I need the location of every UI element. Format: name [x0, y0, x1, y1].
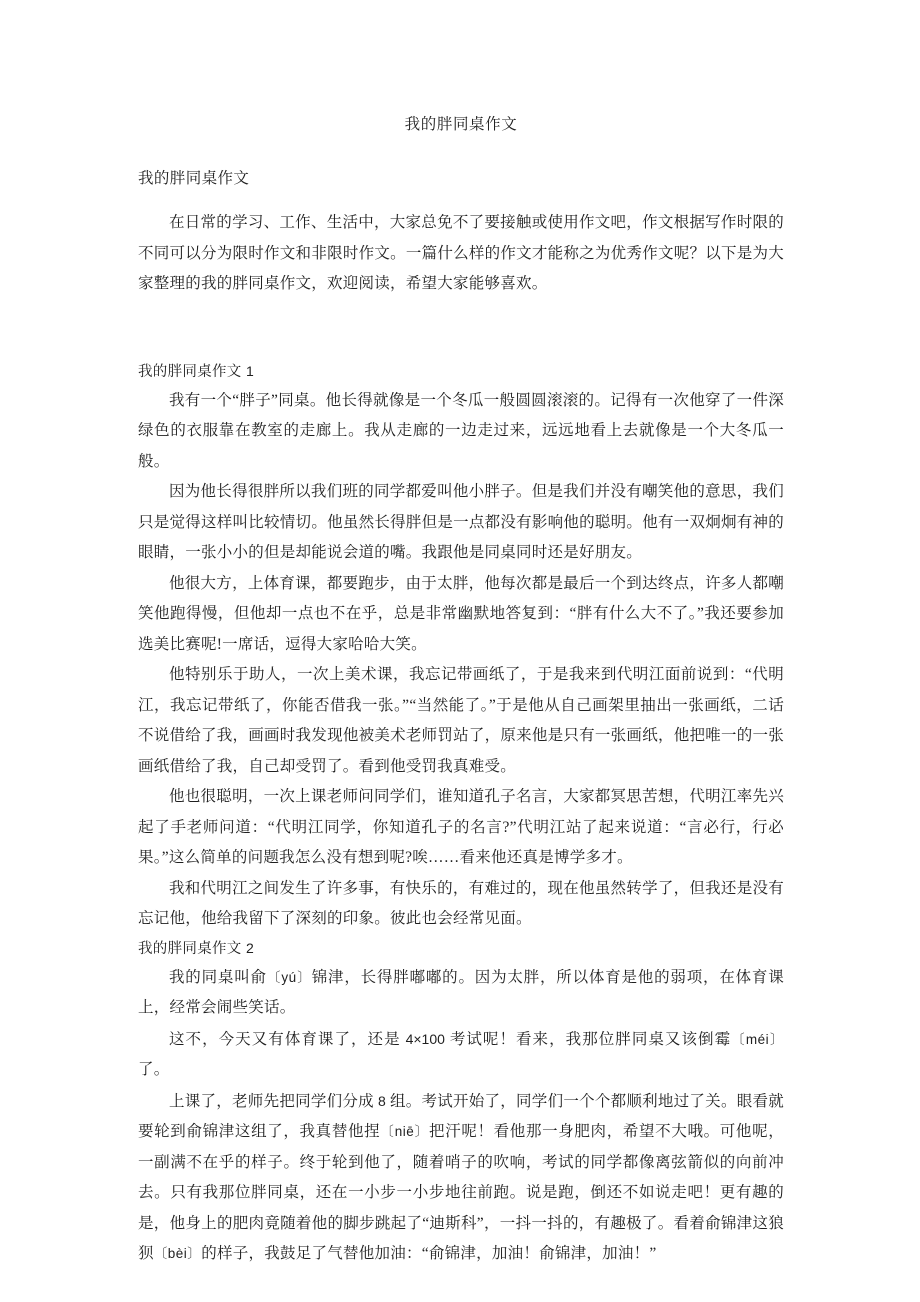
section-spacer [138, 300, 784, 358]
document-subtitle: 我的胖同桌作文 [138, 170, 250, 187]
section-2-paragraph-2: 这不，今天又有体育课了，还是 4×100 考试呢！看来，我那位胖同桌又该倒霉〔méi〕了。 [138, 1030, 784, 1078]
section-1-paragraph-1: 我有一个“胖子”同桌。他长得就像是一个冬瓜一般圆圆滚滚的。记得有一次他穿了一件深绿色的衣服靠在教室的走廊上。我从走廊的一边走过来，远远地看上去就像是一个大冬瓜一般。 [138, 391, 784, 470]
page-title: 我的胖同桌作文 [404, 116, 518, 133]
section-1-paragraph-2: 因为他长得很胖所以我们班的同学都爱叫他小胖子。但是我们并没有嘲笑他的意思，我们只是觉得这样叫比较情切。他虽然长得胖但是一点都没有影响他的聪明。他有一双炯炯有神的眼睛，一张小小的但是却能说会道的嘴。我跟他是同桌同时还是好朋友。 [138, 483, 784, 561]
section-1-paragraph-3: 他很大方，上体育课，都要跑步，由于太胖，他每次都是最后一个到达终点，许多人都嘲笑他跑得慢，但他却一点也不在乎，总是非常幽默地答复到：“胖有什么大不了。”我还要参加选美比赛呢!一席话，逗得大家哈哈大笑。 [138, 574, 784, 653]
section-2-paragraph-1: 我的同桌叫俞〔yú〕锦津，长得胖嘟嘟的。因为太胖，所以体育是他的弱项，在体育课上，经常会闹些笑话。 [138, 968, 784, 1016]
section-1-paragraph-6: 我和代明江之间发生了许多事，有快乐的，有难过的，现在他虽然转学了，但我还是没有忘记他，他给我留下了深刻的印象。彼此也会经常见面。 [138, 879, 784, 927]
intro-paragraph: 在日常的学习、工作、生活中，大家总免不了要接触或使用作文吧，作文根据写作时限的不同可以分为限时作文和非限时作文。一篇什么样的作文才能称之为优秀作文呢？以下是为大家整理的我的胖同桌作文，欢迎阅读，希望大家能够喜欢。 [138, 214, 784, 292]
document-body [138, 112, 784, 1270]
section-1-paragraph-5: 他也很聪明，一次上课老师问同学们，谁知道孔子名言，大家都冥思苦想，代明江率先兴起了手老师问道：“代明江同学，你知道孔子的名言?”代明江站了起来说道：“言必行，行必果。”这么简单的问题我怎么没有想到呢?唉……看来他还真是博学多才。 [138, 788, 784, 866]
section-1-paragraph-4: 他特别乐于助人，一次上美术课，我忘记带画纸了，于是我来到代明江面前说到：“代明江，我忘记带纸了，你能否借我一张。”“当然能了。”于是他从自己画架里抽出一张画纸，二话不说借给了我，画画时我发现他被美术老师罚站了，原来他是只有一张画纸，他把唯一的一张画纸借给了我，自己却受罚了。看到他受罚我真难受。 [138, 666, 784, 775]
section-heading-1: 我的胖同桌作文 1 [138, 362, 254, 380]
section-2-paragraph-3: 上课了，老师先把同学们分成 8 组。考试开始了，同学们一个个都顺利地过了关。眼看就要轮到俞锦津这组了，我真替他捏〔niē〕把汗呢！看他那一身肥肉，希望不大哦。可他呢，一副满不在乎的样子。终于轮到他了，随着哨子的吹响，考试的同学都像离弦箭似的向前冲去。只有我那位胖同桌，还在一小步一小步地往前跑。说是跑，倒还不如说走吧！更有趣的是，他身上的肥肉竟随着他的脚步跳起了“迪斯科”，一抖一抖的，有趣极了。看着俞锦津这狼狈〔bèi〕的样子，我鼓足了气替他加油：“俞锦津，加油！俞锦津，加油！” [138, 1092, 784, 1262]
section-heading-2: 我的胖同桌作文 2 [138, 939, 254, 957]
